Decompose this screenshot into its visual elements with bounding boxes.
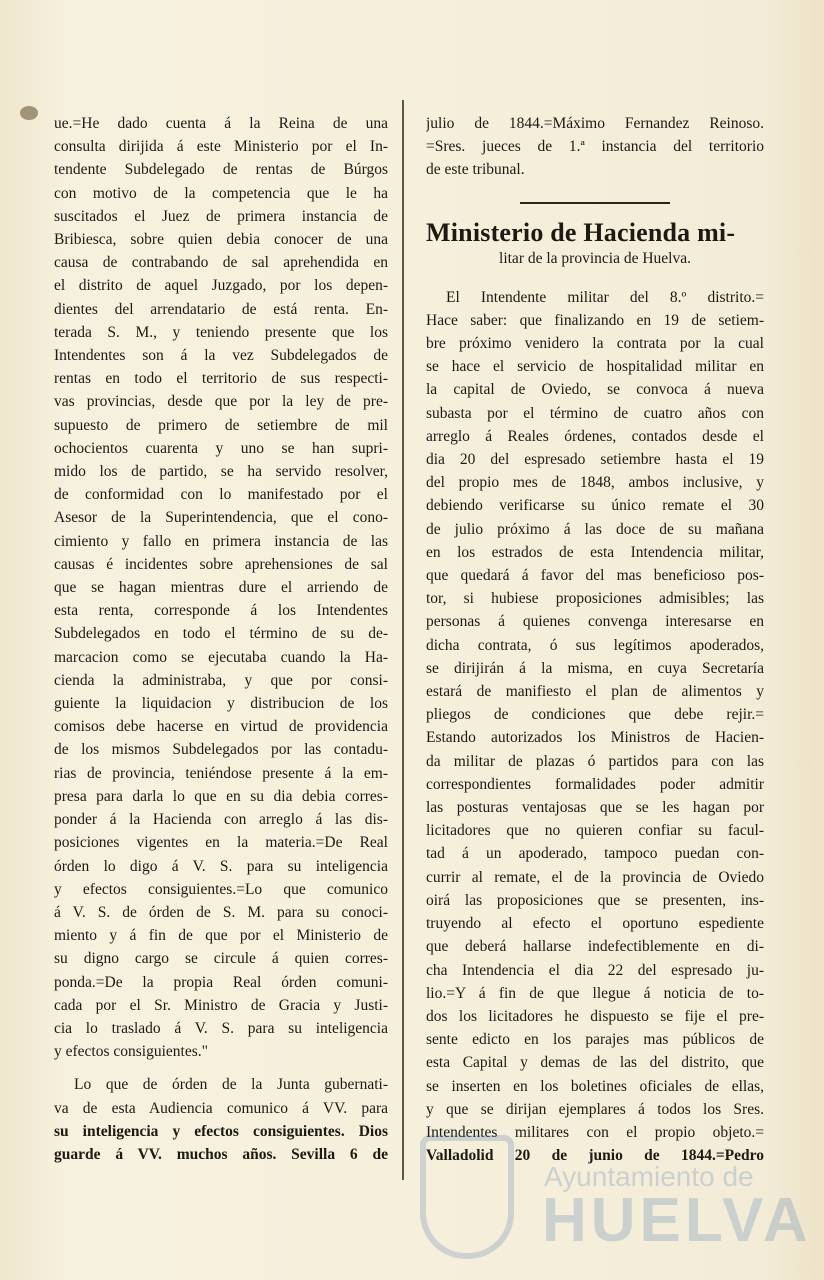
- body-line: oirá las proposiciones que se presenten, ins-: [426, 891, 764, 909]
- body-line: se inserten en los boletines oficiales de ellas,: [426, 1077, 764, 1095]
- body-line: dicha contrata, ó sus legítimos apoderados,: [426, 636, 764, 654]
- left-body: [54, 112, 388, 1063]
- text-line: ue.=He dado cuenta á la Reina de una: [54, 115, 388, 132]
- body-line: bre próximo venidero la contrata por la cual: [426, 335, 764, 353]
- closing-line: Lo que de órden de la Junta gubernati-: [74, 1076, 388, 1094]
- body-line: de julio próximo á las doce de su mañana: [426, 520, 764, 538]
- body-line: truyendo al efecto el oportuno espediente: [426, 915, 764, 933]
- text-line: con motivo de la competencia que le ha: [54, 184, 388, 202]
- text-line: terada S. M., y teniendo presente que los: [54, 323, 388, 341]
- body-line: en los estrados de esta Intendencia militar,: [426, 543, 764, 561]
- text-line: de conformidad con lo manifestado por el: [54, 486, 388, 504]
- text-line: y efectos consiguientes.=Lo que comunico: [54, 880, 388, 898]
- body-line: tor, si hubiese proposiciones admisibles; las: [426, 590, 764, 608]
- body-line: se hace el servicio de hospitalidad militar en: [426, 358, 764, 376]
- body-line: dia 20 del espresado setiembre hasta el 19: [426, 451, 764, 469]
- top-line: =Sres. jueces de 1.ª instancia del territorio: [426, 138, 764, 156]
- body-line: El Intendente militar del 8.º distrito.=: [446, 288, 764, 306]
- text-line: cienda la administraba, y que por consi-: [54, 671, 388, 689]
- body-line: tad á un apoderado, tampoco puedan con-: [426, 845, 764, 863]
- closing-line: guarde á VV. muchos años. Sevilla 6 de: [54, 1145, 388, 1163]
- body-line: licitadores que no quieren confiar su facul-: [426, 822, 764, 840]
- body-line: las posturas ventajosas que se les hagan por: [426, 799, 764, 817]
- text-line: miento y á fin de que por el Ministerio de: [54, 927, 388, 945]
- watermark-line1: Ayuntamiento de: [544, 1161, 754, 1192]
- text-line: suscitados el Juez de primera instancia de: [54, 207, 388, 225]
- text-line: tendente Subdelegado de rentas de Búrgos: [54, 161, 388, 179]
- section-heading: Ministerio de Hacienda mi-: [426, 217, 736, 247]
- text-line: ponda.=De la propia Real órden comuni-: [54, 973, 388, 991]
- right-body: [426, 286, 764, 1168]
- body-line: sente edicto en los parajes mas públicos de: [426, 1031, 764, 1049]
- text-line: ochocientos cuarenta y uno se han supri-: [54, 439, 388, 457]
- text-line: órden lo digo á V. S. para su inteligencia: [54, 857, 388, 875]
- body-line: da militar de plazas ó partidos para con las: [426, 752, 764, 770]
- text-line: á V. S. de órden de S. M. para su conoci-: [54, 903, 388, 921]
- text-line: comisos debe hacerse en virtud de providencia: [54, 718, 388, 736]
- text-line: su digno cargo se circule á quien corres-: [54, 950, 388, 968]
- text-line: guiente la liquidacion y distribucion de los: [54, 695, 388, 713]
- text-line: rentas en todo el territorio de sus respecti-: [54, 370, 388, 388]
- text-line: causas é incidentes sobre aprehensiones de sal: [54, 555, 388, 573]
- body-line: cha Intendencia el dia 22 del espresado ju-: [426, 961, 764, 979]
- text-line: mido los de partido, se ha servido resolver,: [54, 463, 388, 481]
- text-line: Intendentes son á la vez Subdelegados de: [54, 347, 388, 365]
- watermark-line2: HUELVA: [542, 1186, 812, 1255]
- text-line: cimiento y fallo en primera instancia de las: [54, 532, 388, 550]
- text-line: cada por el Sr. Ministro de Gracia y Justi-: [54, 996, 388, 1014]
- archive-watermark: [414, 1135, 812, 1265]
- shield-icon: [420, 1135, 514, 1259]
- body-line: esta Capital y demas de las del distrito, que: [426, 1054, 764, 1072]
- text-line: dientes del arrendatario de está renta. En-: [54, 300, 388, 318]
- text-line: Subdelegados en todo el término de su de-: [54, 625, 388, 643]
- left-closing: [54, 1073, 388, 1166]
- body-line: currir al remate, el de la provincia de Oviedo: [426, 868, 764, 886]
- body-line: personas á quienes convenga interesarse en: [426, 613, 764, 631]
- closing-line: su inteligencia y efectos consiguientes. Dios: [54, 1122, 388, 1140]
- body-line: debiendo verificarse su único remate el 30: [426, 497, 764, 515]
- ink-stain: [20, 106, 38, 120]
- section-rule: [520, 202, 670, 204]
- body-line: Intendentes militares con el propio objeto.=: [426, 1123, 764, 1141]
- body-line: pliegos de condiciones que debe rejir.=: [426, 706, 764, 724]
- body-line: estará de manifiesto el plan de alimentos y: [426, 683, 764, 701]
- body-line: Estando autorizados los Ministros de Hacien-: [426, 729, 764, 747]
- text-line: marcacion como se ejecutaba cuando la Ha-: [54, 648, 388, 666]
- text-line: rias de provincia, teniéndose presente á la em-: [54, 764, 388, 782]
- body-line: y que se dirijan ejemplares á todos los Sres.: [426, 1100, 764, 1118]
- body-line: correspondientes formalidades poder admitir: [426, 775, 764, 793]
- text-line: que se hagan mientras dure el arriendo de: [54, 579, 388, 597]
- body-line: Hace saber: que finalizando en 19 de setiem-: [426, 311, 764, 329]
- text-line: posiciones vigentes en la materia.=De Real: [54, 834, 388, 852]
- text-line: causa de contrabando de sal aprehendida en: [54, 254, 388, 272]
- top-line: de este tribunal.: [426, 161, 525, 179]
- text-line: presa para darla lo que en su dia debia corres-: [54, 787, 388, 805]
- text-line: vas provincias, desde que por la ley de pre-: [54, 393, 388, 411]
- body-line: Valladolid 20 de junio de 1844.=Pedro: [426, 1147, 764, 1165]
- text-line: y efectos consiguientes.": [54, 1043, 208, 1061]
- body-line: arreglo á Reales órdenes, contados desde el: [426, 427, 764, 445]
- text-line: esta renta, corresponde á los Intendentes: [54, 602, 388, 620]
- text-line: Asesor de la Superintendencia, que el cono-: [54, 509, 388, 527]
- text-line: supuesto de primero de setiembre de mil: [54, 416, 388, 434]
- body-line: que deberá hallarse indefectiblemente en di-: [426, 938, 764, 956]
- text-line: ponder á la Hacienda con arreglo á las dis-: [54, 811, 388, 829]
- text-line: el distrito de aquel Juzgado, por los depen-: [54, 277, 388, 295]
- section-subheading: litar de la provincia de Huelva.: [499, 249, 691, 267]
- column-divider: [402, 100, 404, 1180]
- body-line: que quedará á favor del mas beneficioso pos-: [426, 567, 764, 585]
- body-line: subasta por el término de cuatro años con: [426, 404, 764, 422]
- left-column: [54, 112, 388, 1166]
- text-line: cia lo traslado á V. S. para su inteligencia: [54, 1019, 388, 1037]
- body-line: del propio mes de 1848, ambos inclusive, y: [426, 474, 764, 492]
- right-column: [426, 112, 764, 1167]
- closing-line: va de esta Audiencia comunico á VV. para: [54, 1099, 388, 1117]
- text-line: Bribiesca, sobre quien debia conocer de una: [54, 231, 388, 249]
- right-top-text: [426, 112, 764, 182]
- body-line: lio.=Y á fin de que llegue á noticia de to-: [426, 984, 764, 1002]
- text-line: consulta dirijida á este Ministerio por el In-: [54, 138, 388, 156]
- body-line: se dirijirán á la misma, en cuya Secretaría: [426, 659, 764, 677]
- body-line: la capital de Oviedo, se convoca á nueva: [426, 381, 764, 399]
- top-line: julio de 1844.=Máximo Fernandez Reinoso.: [426, 115, 764, 132]
- body-line: dos los licitadores he dispuesto se fije el pre-: [426, 1007, 764, 1025]
- text-line: de los mismos Subdelegados por las contadu-: [54, 741, 388, 759]
